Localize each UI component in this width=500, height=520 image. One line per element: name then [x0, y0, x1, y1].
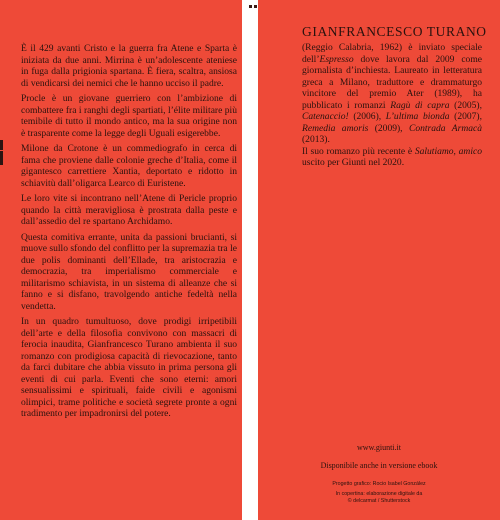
bio-text: (2006),	[348, 111, 386, 123]
book-title: Remedia amoris	[302, 122, 369, 134]
book-title: Contrada Armacà	[408, 122, 482, 134]
design-credit: Progetto grafico: Rocio Isabel González	[332, 481, 426, 487]
bio-text: (2009),	[368, 122, 409, 134]
synopsis	[21, 43, 237, 420]
bio-text: uscito per Giunti nel 2020.	[302, 157, 405, 169]
bio-paragraph	[302, 42, 482, 146]
fold-mark	[254, 5, 257, 8]
synopsis-paragraph: Milone da Crotone è un commediografo in cerca di fama che proviene dalle colonie greche d’Italia, come il gigantesco carrettiere Xantia, deportato e ridotto in schiavitù dall’oligarca Learco di Euristene.	[21, 143, 237, 189]
bio-text: (2013).	[302, 134, 330, 146]
fold-gap	[242, 0, 258, 520]
book-title: Ragù di capra	[390, 99, 450, 111]
bio-text: (2005),	[449, 99, 482, 111]
bio-publication: Espresso	[319, 53, 354, 65]
book-title: L’ultima bionda	[385, 111, 450, 123]
bio-text: Il suo romanzo più recente è	[302, 145, 415, 157]
bio-text: (Reggio Calabria, 1962) è inviato speciale dell’	[302, 42, 482, 65]
author-bio	[302, 42, 482, 169]
bio-paragraph	[302, 146, 482, 169]
image-credit: © delcarmat / Shutterstock	[347, 498, 411, 504]
synopsis-paragraph: È il 429 avanti Cristo e la guerra fra Atene e Sparta è iniziata da due anni. Mirrina è un’adolescente ateniese in fuga dalla prigionia spartana. È fiera, scaltra, ansiosa di vendicarsi dei nemici che le hanno ucciso il padre.	[21, 43, 237, 89]
edge-mark	[0, 140, 3, 150]
ebook-note: Disponibile anche in versione ebook	[320, 461, 438, 470]
edge-mark	[0, 151, 3, 165]
bio-text: (2007),	[449, 111, 482, 123]
synopsis-paragraph: Le loro vite si incontrano nell’Atene di Pericle proprio quando la città meravigliosa è prostrata dalla peste e dall’assedio del re spartano Archidamo.	[21, 193, 237, 228]
book-title: Salutiamo, amico	[414, 145, 482, 157]
book-title: Catenaccio!	[302, 111, 349, 123]
fold-mark	[249, 5, 252, 8]
synopsis-paragraph: Questa comitiva errante, unita da passioni brucianti, si muove sullo sfondo del conflitto per la supremazia tra le due polis dominanti dell’Ellade, tra aristocrazia e democrazia, tra imperialismo commerciale e militarismo schiavista, in un sistema di alleanze che si fanno e si disfano, travolgendo antiche fedeltà nella vendetta.	[21, 231, 237, 312]
synopsis-paragraph: Procle è un giovane guerriero con l’ambizione di combattere fra i ranghi degli spartiati, l’élite militare più temibile di tutto il mondo antico, ma la sua origine non è trasparente come la legge degli Uguali esigerebbe.	[21, 93, 237, 139]
publisher-website: www.giunti.it	[357, 443, 401, 452]
cover-credit: In copertina: elaborazione digitale da	[335, 491, 423, 497]
author-name: GIANFRANCESCO TURANO	[302, 24, 487, 39]
synopsis-paragraph: In un quadro tumultuoso, dove prodigi irripetibili dell’arte e della filosofia convivono con massacri di ferocia inaudita, Gianfrancesco Turano ambienta il suo romanzo con prodigiosa capacità di rievocazione, tanto da farci dubitare che abbia vissuto in prima persona gli eventi di cui parla. Eventi che sono eterni: amori sensualissimi e spirituali, faide civili e agonismi olimpici, trame politiche e società segrete pronte a ogni tradimento per impadronirsi del potere.	[21, 316, 237, 420]
bio-text: dove lavora dal 2009 come giornalista d’inchiesta. Laureato in letteratura greca a Milano, traduttore e drammaturgo vincitore del premio Ater (1989), ha pubblicato i romanzi	[302, 53, 482, 111]
